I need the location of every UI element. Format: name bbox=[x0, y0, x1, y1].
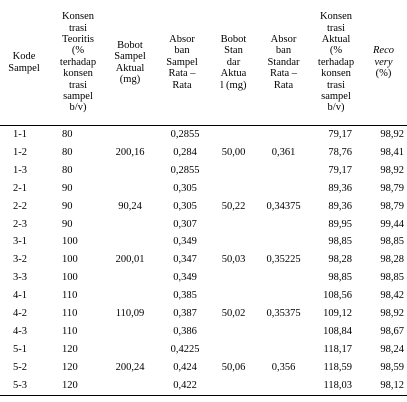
header-line: konsen bbox=[321, 68, 351, 80]
cell-absorban-standar: 0,361 bbox=[271, 146, 296, 158]
header-line: trasi bbox=[68, 79, 88, 91]
header-line: Rata bbox=[273, 79, 294, 91]
cell-konsentrasi-teoritis: 90 bbox=[62, 200, 73, 212]
cell-konsentrasi-teoritis: 80 bbox=[62, 129, 73, 140]
cell-bobot-sampel bbox=[108, 269, 152, 287]
header-line: Bobot bbox=[117, 39, 143, 51]
cell-bobot-standar bbox=[212, 341, 255, 359]
header-line: Aktual bbox=[321, 33, 351, 45]
cell-bobot-standar: 50,06 bbox=[221, 361, 246, 373]
cell-konsentrasi-aktual: 79,17 bbox=[328, 129, 352, 140]
cell-bobot-standar bbox=[212, 287, 255, 305]
cell-kode-sampel: 2-1 bbox=[13, 182, 27, 194]
cell-kode-sampel: 4-2 bbox=[13, 308, 27, 320]
cell-recovery: 98,85 bbox=[380, 272, 404, 284]
header-line: Konsen bbox=[61, 11, 95, 23]
table-row bbox=[0, 359, 407, 377]
cell-absorban-standar: 0,35225 bbox=[266, 254, 301, 266]
cell-konsentrasi-teoritis: 120 bbox=[62, 343, 78, 355]
header-bobot-standar bbox=[212, 0, 255, 126]
cell-kode-sampel: 5-2 bbox=[13, 361, 27, 373]
cell-kode-sampel: 1-3 bbox=[13, 164, 27, 176]
cell-konsentrasi-aktual: 98,85 bbox=[328, 236, 352, 248]
cell-konsentrasi-aktual: 98,85 bbox=[328, 272, 352, 284]
header-line: b/v) bbox=[69, 102, 87, 114]
header-row bbox=[0, 0, 407, 126]
header-line: Absor bbox=[270, 33, 297, 45]
cell-absorban-sampel: 0,422 bbox=[152, 377, 212, 395]
header-konsentrasi-teoritis bbox=[48, 0, 108, 126]
cell-recovery: 98,79 bbox=[380, 200, 404, 212]
cell-recovery: 99,44 bbox=[380, 218, 404, 230]
cell-bobot-sampel: 200,24 bbox=[115, 361, 145, 373]
cell-kode-sampel: 2-3 bbox=[13, 218, 27, 230]
cell-recovery: 98,28 bbox=[380, 254, 404, 266]
cell-konsentrasi-teoritis: 100 bbox=[62, 272, 78, 284]
cell-bobot-sampel bbox=[108, 233, 152, 251]
cell-bobot-standar bbox=[212, 323, 255, 341]
cell-bobot-sampel: 90,24 bbox=[118, 200, 142, 212]
cell-absorban-sampel: 0,349 bbox=[173, 236, 197, 248]
header-line: dar bbox=[226, 56, 241, 68]
table-row bbox=[0, 341, 407, 359]
header-line: Kode bbox=[12, 51, 36, 63]
cell-konsentrasi-teoritis: 90 bbox=[62, 182, 73, 194]
header-line: (mg) bbox=[119, 73, 141, 85]
cell-bobot-sampel bbox=[108, 216, 152, 234]
cell-bobot-sampel: 200,01 bbox=[115, 254, 145, 266]
cell-konsentrasi-teoritis: 80 bbox=[62, 146, 73, 158]
header-line: Teoritis bbox=[62, 33, 94, 45]
cell-kode-sampel: 3-3 bbox=[13, 272, 27, 284]
cell-absorban-sampel: 0,305 bbox=[173, 200, 197, 212]
cell-absorban-standar bbox=[255, 162, 312, 180]
cell-konsentrasi-teoritis: 100 bbox=[62, 236, 78, 248]
cell-absorban-sampel: 0,307 bbox=[173, 218, 197, 230]
cell-bobot-standar bbox=[212, 216, 255, 234]
cell-bobot-standar bbox=[212, 377, 255, 395]
cell-absorban-standar: 0,356 bbox=[271, 361, 296, 373]
cell-absorban-standar bbox=[255, 269, 312, 287]
cell-konsentrasi-teoritis: 80 bbox=[62, 164, 73, 176]
header-line: trasi bbox=[68, 22, 88, 34]
cell-bobot-sampel bbox=[108, 180, 152, 198]
table-row bbox=[0, 269, 407, 287]
header-line: Rata – bbox=[168, 68, 196, 80]
cell-konsentrasi-teoritis: 90 bbox=[62, 218, 73, 230]
cell-bobot-sampel bbox=[108, 341, 152, 359]
cell-absorban-sampel: 0,386 bbox=[173, 325, 197, 337]
cell-recovery: 98,67 bbox=[380, 325, 404, 337]
table-row bbox=[0, 287, 407, 305]
cell-konsentrasi-aktual: 89,36 bbox=[328, 182, 352, 194]
header-line: l (mg) bbox=[220, 79, 247, 91]
cell-recovery: 98,12 bbox=[360, 377, 407, 395]
cell-recovery: 98,92 bbox=[380, 308, 404, 320]
header-line: terhadap bbox=[59, 56, 97, 68]
header-line: Rata – bbox=[269, 68, 298, 80]
cell-recovery: 98,24 bbox=[380, 343, 404, 355]
header-kode-sampel bbox=[0, 0, 48, 126]
cell-konsentrasi-aktual: 108,84 bbox=[323, 325, 352, 337]
header-line: Konsen bbox=[319, 11, 353, 23]
cell-bobot-standar: 50,03 bbox=[221, 254, 246, 266]
cell-kode-sampel: 2-2 bbox=[13, 200, 27, 212]
cell-bobot-sampel bbox=[108, 323, 152, 341]
header-line: sampel bbox=[321, 91, 351, 103]
cell-konsentrasi-aktual: 109,12 bbox=[323, 308, 352, 320]
cell-absorban-standar bbox=[255, 180, 312, 198]
cell-kode-sampel: 4-3 bbox=[13, 325, 27, 337]
cell-konsentrasi-aktual: 89,95 bbox=[328, 218, 352, 230]
header-absorban-standar bbox=[255, 0, 312, 126]
header-line: Absor bbox=[169, 33, 195, 45]
cell-kode-sampel: 1-1 bbox=[13, 129, 27, 140]
header-line: Stan bbox=[224, 45, 243, 57]
cell-bobot-standar bbox=[212, 180, 255, 198]
cell-bobot-standar bbox=[212, 269, 255, 287]
header-line: trasi bbox=[326, 79, 346, 91]
header-line: Aktua bbox=[220, 68, 247, 80]
cell-konsentrasi-aktual: 118,03 bbox=[312, 377, 360, 395]
cell-bobot-standar: 50,00 bbox=[221, 146, 246, 158]
table-row bbox=[0, 180, 407, 198]
cell-absorban-sampel: 0,387 bbox=[173, 308, 197, 320]
header-line: Standar bbox=[267, 56, 300, 68]
cell-absorban-sampel: 0,424 bbox=[173, 361, 197, 373]
header-line: (% bbox=[71, 45, 85, 57]
cell-absorban-sampel: 0,385 bbox=[173, 290, 197, 302]
header-line: (% bbox=[329, 45, 343, 57]
header-line: Sampel bbox=[166, 56, 198, 68]
cell-konsentrasi-aktual: 118,59 bbox=[323, 361, 352, 373]
cell-bobot-sampel bbox=[108, 126, 152, 144]
cell-absorban-standar: 0,34375 bbox=[266, 200, 301, 212]
cell-kode-sampel: 3-2 bbox=[13, 254, 27, 266]
table-row bbox=[0, 305, 407, 323]
cell-konsentrasi-aktual: 118,17 bbox=[323, 343, 352, 355]
cell-bobot-sampel bbox=[108, 377, 152, 395]
header-line: Rata bbox=[172, 79, 192, 91]
header-line: konsen bbox=[63, 68, 93, 80]
cell-kode-sampel: 4-1 bbox=[13, 290, 27, 302]
header-bobot-sampel bbox=[108, 0, 152, 126]
cell-konsentrasi-aktual: 108,56 bbox=[323, 290, 352, 302]
table-row bbox=[0, 126, 407, 144]
cell-bobot-sampel: 110,09 bbox=[115, 308, 145, 320]
cell-konsentrasi-aktual: 79,17 bbox=[328, 164, 352, 176]
header-line: Sampel bbox=[8, 62, 40, 74]
cell-bobot-standar bbox=[212, 126, 255, 144]
cell-konsentrasi-teoritis: 110 bbox=[62, 290, 78, 302]
cell-konsentrasi-aktual: 78,76 bbox=[328, 146, 352, 158]
cell-absorban-sampel: 0,305 bbox=[173, 182, 197, 194]
cell-konsentrasi-teoritis: 100 bbox=[62, 254, 78, 266]
header-line: sampel bbox=[63, 91, 93, 103]
header-line: Sampel bbox=[114, 51, 146, 63]
cell-absorban-standar bbox=[255, 216, 312, 234]
cell-bobot-sampel bbox=[108, 162, 152, 180]
cell-recovery: 98,41 bbox=[380, 146, 404, 158]
cell-absorban-sampel: 0,349 bbox=[173, 272, 197, 284]
cell-absorban-standar bbox=[255, 233, 312, 251]
cell-bobot-standar bbox=[212, 162, 255, 180]
cell-konsentrasi-teoritis: 110 bbox=[62, 325, 78, 337]
cell-absorban-standar bbox=[255, 341, 312, 359]
table-body bbox=[0, 126, 407, 396]
cell-recovery: 98,85 bbox=[380, 236, 404, 248]
header-line: (%) bbox=[375, 68, 392, 80]
cell-absorban-sampel: 0,4225 bbox=[170, 343, 200, 355]
table-row bbox=[0, 162, 407, 180]
header-line: very bbox=[374, 56, 393, 68]
cell-absorban-standar bbox=[255, 126, 312, 144]
cell-absorban-standar bbox=[255, 287, 312, 305]
header-line: Aktual bbox=[115, 62, 145, 74]
header-absorban-sampel bbox=[152, 0, 212, 126]
table-row bbox=[0, 216, 407, 234]
header-line: b/v) bbox=[327, 102, 345, 114]
cell-absorban-sampel: 0,2855 bbox=[170, 164, 200, 176]
cell-absorban-sampel: 0,2855 bbox=[170, 129, 200, 140]
cell-recovery: 98,92 bbox=[380, 164, 404, 176]
cell-bobot-standar bbox=[212, 233, 255, 251]
cell-absorban-sampel: 0,284 bbox=[173, 146, 197, 158]
cell-kode-sampel: 3-1 bbox=[13, 236, 27, 248]
table-row bbox=[0, 251, 407, 269]
cell-bobot-sampel bbox=[108, 287, 152, 305]
cell-recovery: 98,92 bbox=[380, 129, 404, 140]
header-line: Bobot bbox=[220, 33, 247, 45]
table-row bbox=[0, 144, 407, 162]
cell-bobot-standar: 50,22 bbox=[221, 200, 246, 212]
header-line: ban bbox=[174, 45, 190, 57]
cell-konsentrasi-teoritis: 120 bbox=[48, 377, 108, 395]
cell-kode-sampel: 5-3 bbox=[0, 377, 48, 395]
table-row bbox=[0, 377, 407, 395]
cell-bobot-sampel: 200,16 bbox=[115, 146, 145, 158]
table-row bbox=[0, 233, 407, 251]
cell-bobot-standar: 50,02 bbox=[221, 308, 246, 320]
header-line: Reco bbox=[373, 45, 394, 57]
cell-konsentrasi-aktual: 98,28 bbox=[328, 254, 352, 266]
header-recovery bbox=[360, 0, 407, 126]
cell-absorban-sampel: 0,347 bbox=[173, 254, 197, 266]
cell-absorban-standar bbox=[255, 377, 312, 395]
cell-absorban-standar bbox=[255, 323, 312, 341]
table-row bbox=[0, 198, 407, 216]
cell-recovery: 98,42 bbox=[380, 290, 404, 302]
cell-kode-sampel: 1-2 bbox=[13, 146, 27, 158]
cell-recovery: 98,79 bbox=[380, 182, 404, 194]
header-line: ban bbox=[275, 45, 292, 57]
cell-absorban-standar: 0,35375 bbox=[266, 308, 301, 320]
header-line: terhadap bbox=[317, 56, 355, 68]
table-row bbox=[0, 323, 407, 341]
cell-konsentrasi-teoritis: 110 bbox=[62, 308, 78, 320]
header-line: trasi bbox=[326, 22, 346, 34]
cell-konsentrasi-teoritis: 120 bbox=[62, 361, 78, 373]
cell-kode-sampel: 5-1 bbox=[13, 343, 27, 355]
cell-recovery: 98,59 bbox=[380, 361, 404, 373]
cell-konsentrasi-aktual: 89,36 bbox=[328, 200, 352, 212]
header-konsentrasi-aktual bbox=[312, 0, 360, 126]
